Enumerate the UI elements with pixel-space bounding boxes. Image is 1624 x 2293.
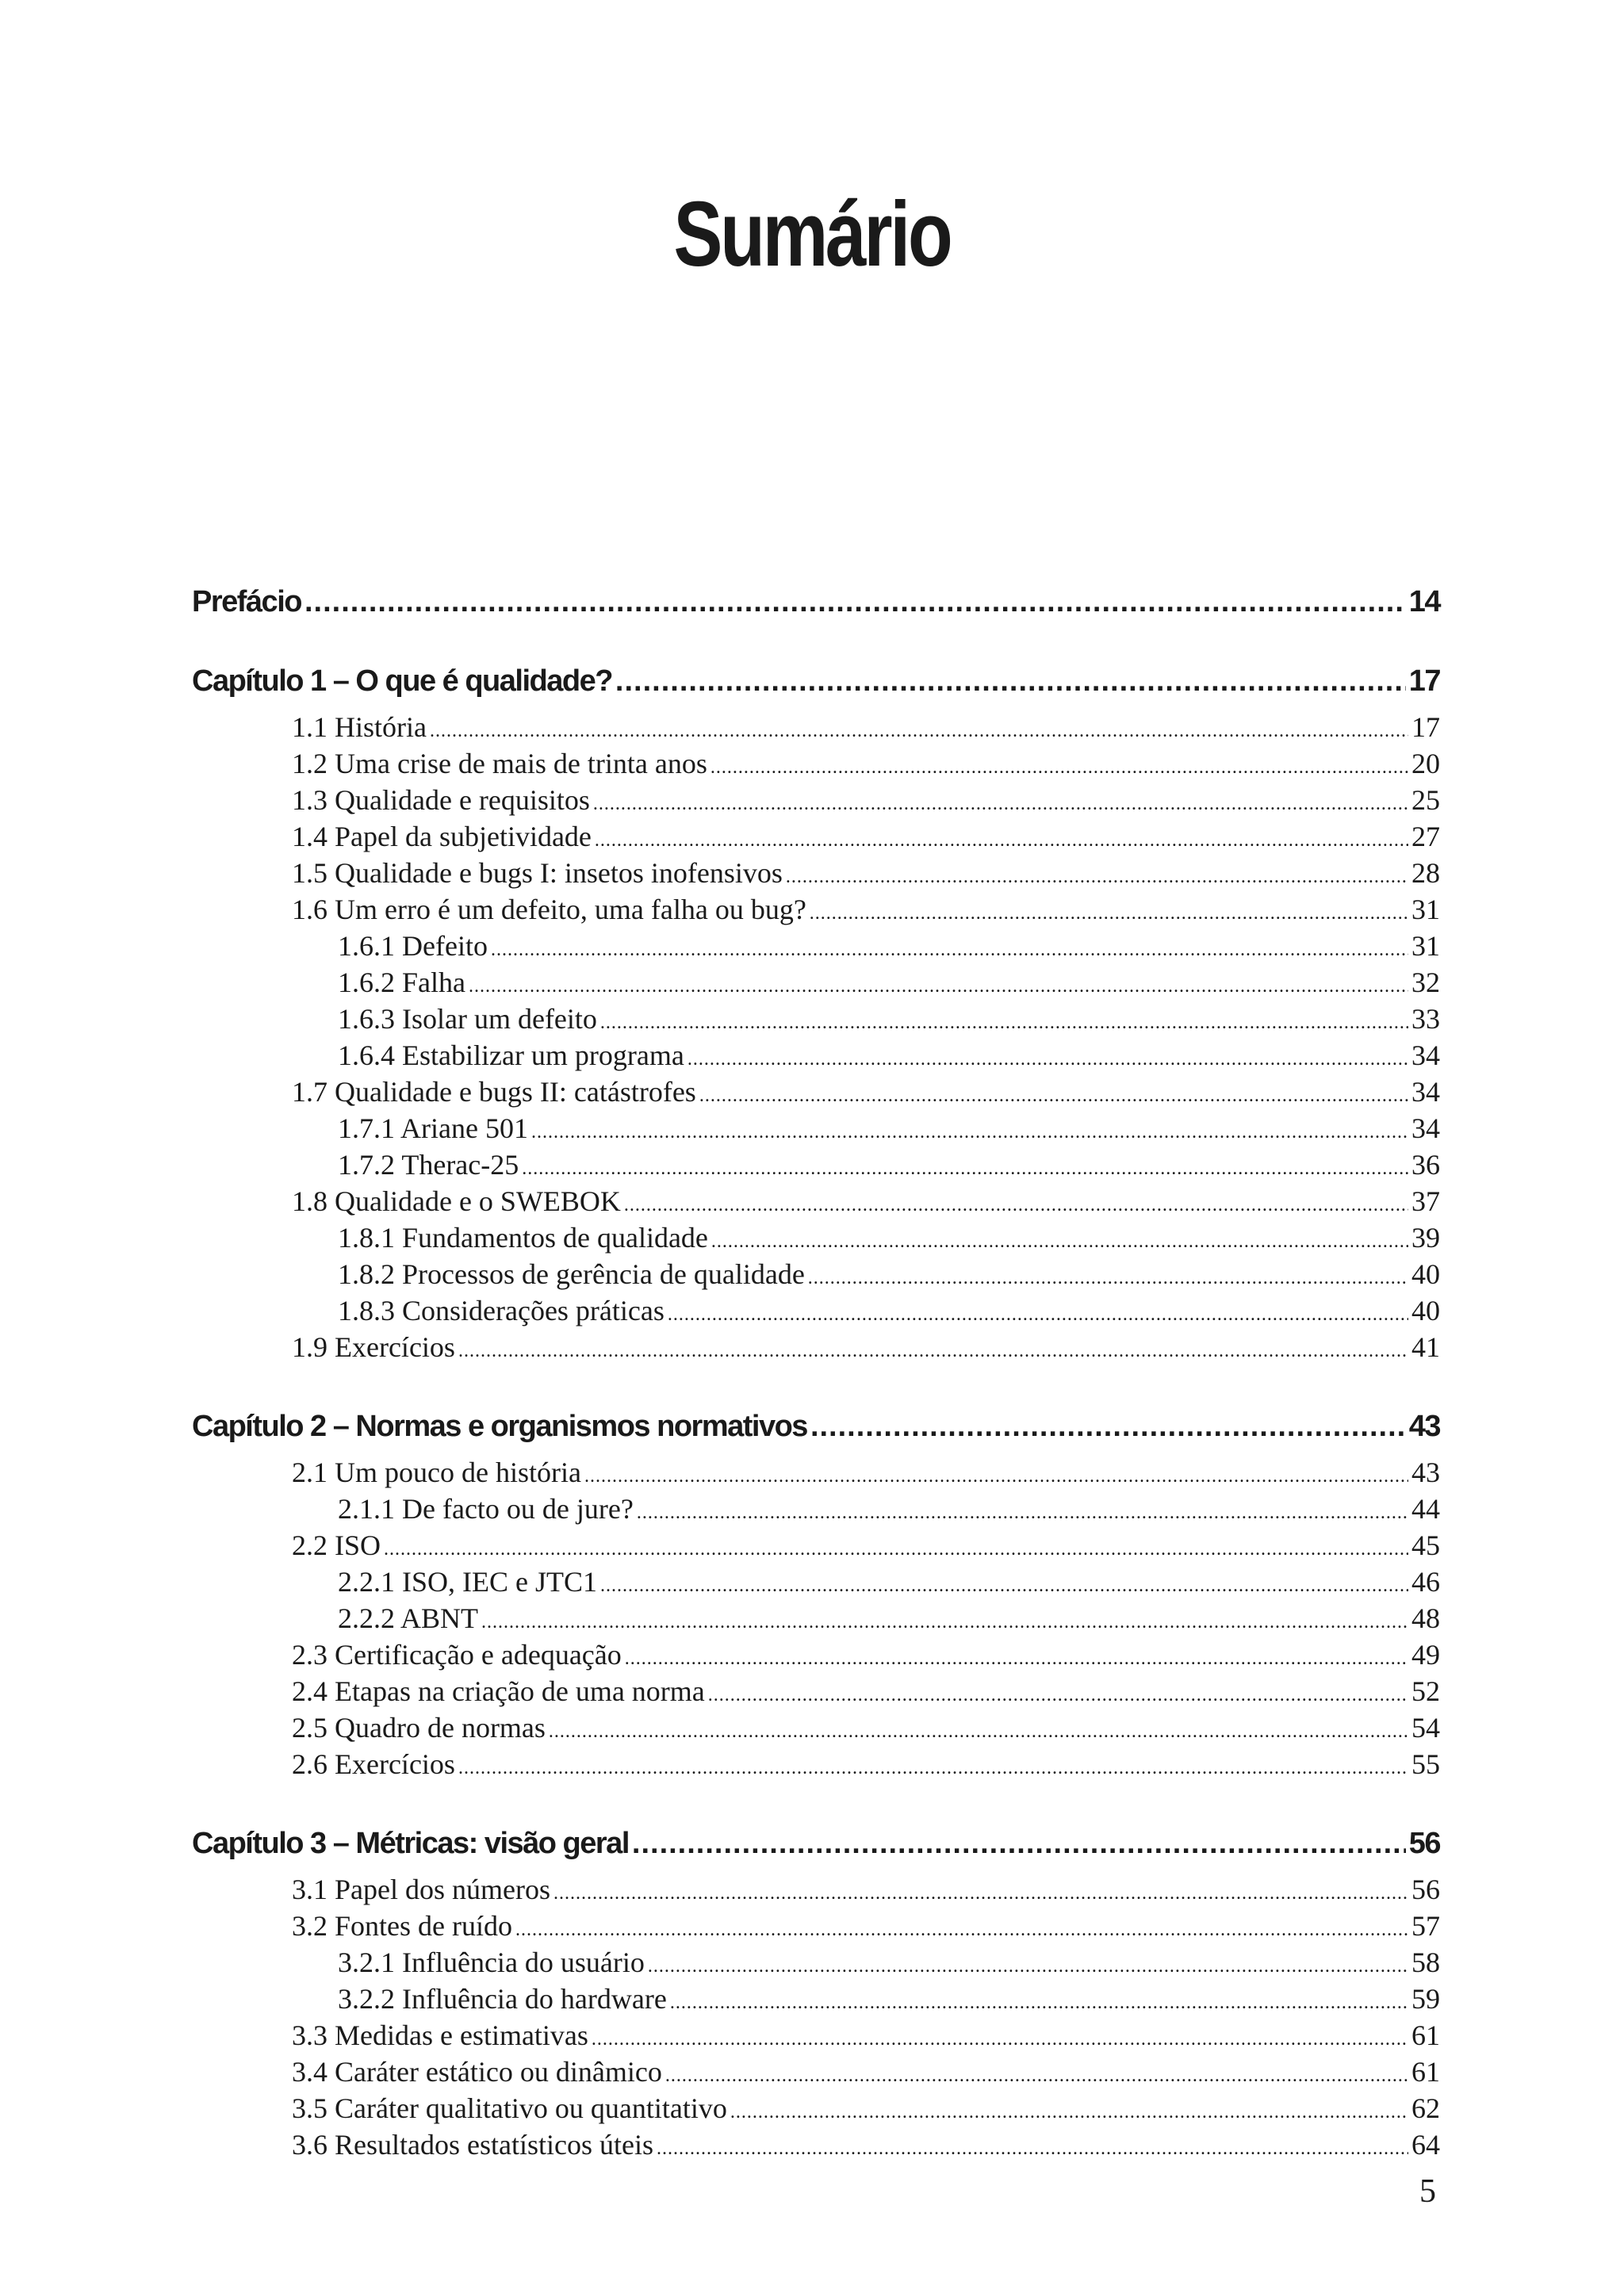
toc-section-entry [292,747,1440,780]
toc-dot-leader [808,1268,1408,1289]
toc-section-entry [292,2019,1440,2052]
toc-entry-page: 56 [1408,1827,1440,1860]
toc-entry-page: 61 [1411,2019,1440,2051]
toc-dot-leader [668,1304,1408,1326]
toc-entry-page: 57 [1411,1910,1440,1942]
toc-dot-leader [531,1122,1408,1143]
toc-dot-leader [592,2029,1408,2050]
toc-entry-title: 2.1.1 De facto ou de jure? [338,1493,634,1525]
toc-entry-title: 3.6 Resultados estatísticos úteis [292,2129,653,2161]
toc-entry-page: 20 [1411,748,1440,779]
toc-entry-page: 27 [1411,821,1440,852]
toc-entry-page: 62 [1411,2092,1440,2124]
toc-section-entry [338,1982,1440,2015]
toc-dot-leader [810,1410,1406,1444]
toc-entry-page: 41 [1411,1331,1440,1363]
toc-dot-leader [430,721,1408,742]
toc-entry-title: Prefácio [192,585,301,618]
toc-entry-title: 1.9 Exercícios [292,1331,455,1363]
toc-dot-leader [615,664,1406,699]
toc-entry-page: 64 [1411,2129,1440,2161]
toc-entry-title: 1.6.2 Falha [338,967,465,998]
toc-section-entry [292,710,1440,744]
toc-dot-leader [384,1539,1408,1560]
toc-dot-leader [584,1466,1408,1487]
toc-dot-leader [458,1758,1408,1779]
toc-section-entry [338,1221,1440,1254]
toc-entry-page: 54 [1411,1712,1440,1744]
toc-entry-page: 48 [1411,1602,1440,1634]
toc-entry-page: 37 [1411,1185,1440,1217]
toc-section-entry [292,1909,1440,1943]
toc-entry-title: 1.8.3 Considerações práticas [338,1295,665,1326]
toc-dot-leader [515,1920,1408,1941]
toc-entry-page: 40 [1411,1258,1440,1290]
toc-entry-title: 1.7 Qualidade e bugs II: catástrofes [292,1076,696,1108]
toc-section-entry [292,2092,1440,2125]
toc-section-entry [338,1565,1440,1598]
toc-section-entry [292,1675,1440,1708]
toc-entry-title: 3.4 Caráter estático ou dinâmico [292,2056,662,2088]
toc-entry-page: 40 [1411,1295,1440,1326]
toc-entry-page: 17 [1408,664,1440,698]
toc-entry-page: 58 [1411,1947,1440,1978]
toc-section-entry [292,1873,1440,1906]
toc-entry-title: 2.2.1 ISO, IEC e JTC1 [338,1566,597,1598]
toc-dot-leader [699,1085,1408,1107]
toc-entry-page: 31 [1411,930,1440,962]
toc-entry-title: 2.4 Etapas na criação de uma norma [292,1675,705,1707]
toc-section-entry [338,1294,1440,1327]
toc-section-entry [338,1002,1440,1035]
toc-chapter-entry [192,1410,1440,1444]
toc-entry-title: 3.5 Caráter qualitativo ou quantitativo [292,2092,727,2124]
toc-dot-leader [810,903,1408,924]
toc-entry-title: 1.7.1 Ariane 501 [338,1112,528,1144]
toc-section-entry [292,1529,1440,1562]
toc-entry-title: 2.6 Exercícios [292,1748,455,1780]
toc-entry-page: 43 [1408,1410,1440,1443]
toc-dot-leader [549,1721,1408,1743]
toc-section-entry [292,1748,1440,1781]
toc-dot-leader [670,1992,1408,2014]
toc-section-entry [292,2128,1440,2161]
toc-section-entry [292,1330,1440,1364]
toc-section-entry [292,820,1440,853]
toc-dot-leader [600,1013,1408,1034]
toc-section-entry [338,1148,1440,1181]
toc-entry-page: 61 [1411,2056,1440,2088]
toc-dot-leader [469,976,1408,997]
toc-section-entry [292,783,1440,817]
toc-dot-leader [632,1827,1406,1861]
toc-entry-page: 56 [1411,1874,1440,1905]
toc-section-entry [292,1456,1440,1489]
toc-dot-leader [304,585,1406,619]
toc-entry-title: 1.7.2 Therac-25 [338,1149,519,1181]
toc-section-entry [338,1112,1440,1145]
toc-dot-leader [522,1158,1408,1180]
toc-entry-title: 1.2 Uma crise de mais de trinta anos [292,748,707,779]
toc-section-entry [338,1492,1440,1525]
toc-dot-leader [593,794,1408,815]
toc-entry-page: 55 [1411,1748,1440,1780]
toc-entry-title: 2.2 ISO [292,1529,381,1561]
toc-section-entry [292,1185,1440,1218]
toc-entry-page: 28 [1411,857,1440,889]
toc-entry-page: 34 [1411,1076,1440,1108]
toc-dot-leader [625,1648,1408,1670]
toc-entry-title: 1.5 Qualidade e bugs I: insetos inofensivos [292,857,783,889]
toc-dot-leader [458,1341,1408,1362]
toc-entry-page: 49 [1411,1639,1440,1671]
toc-entry-page: 52 [1411,1675,1440,1707]
toc-section-entry [292,1075,1440,1108]
toc-entry-page: 33 [1411,1003,1440,1035]
toc-entry-page: 39 [1411,1222,1440,1254]
toc-section-entry [292,1711,1440,1744]
toc-entry-title: 1.6.1 Defeito [338,930,488,962]
toc-dot-leader [711,1231,1408,1253]
toc-entry-title: Capítulo 1 – O que é qualidade? [192,664,612,698]
toc-entry-page: 14 [1408,585,1440,618]
toc-dot-leader [657,2138,1408,2160]
toc-entry-title: 3.2 Fontes de ruído [292,1910,512,1942]
toc-entry-page: 45 [1411,1529,1440,1561]
toc-entry-page: 36 [1411,1149,1440,1181]
toc-section-entry [338,1946,1440,1979]
toc-entry-page: 46 [1411,1566,1440,1598]
toc-dot-leader [730,2102,1408,2123]
toc-entry-title: 2.3 Certificação e adequação [292,1639,622,1671]
toc-entry-page: 25 [1411,784,1440,816]
toc-chapter-entry [192,1827,1440,1861]
page-number: 5 [1419,2173,1436,2210]
toc-entry-title: 1.8 Qualidade e o SWEBOK [292,1185,621,1217]
toc-entry-title: 2.1 Um pouco de história [292,1457,581,1488]
toc-entry-title: 3.2.1 Influência do usuário [338,1947,645,1978]
toc-section-entry [338,1039,1440,1072]
toc-entry-page: 32 [1411,967,1440,998]
toc-section-entry [338,1602,1440,1635]
toc-entry-title: 3.1 Papel dos números [292,1874,550,1905]
toc-entry-title: 1.6.4 Estabilizar um programa [338,1039,684,1071]
toc-dot-leader [786,867,1408,888]
toc-dot-leader [637,1503,1408,1524]
toc-chapter-entry [192,664,1440,699]
toc-dot-leader [553,1883,1408,1904]
toc-dot-leader [708,1685,1408,1706]
toc-section-entry [292,2055,1440,2088]
toc-entry-page: 17 [1411,711,1440,743]
toc-section-entry [292,1638,1440,1671]
toc-entry-title: 1.3 Qualidade e requisitos [292,784,590,816]
toc-section-entry [292,893,1440,926]
toc-entry-title: Capítulo 3 – Métricas: visão geral [192,1827,629,1860]
toc-dot-leader [648,1956,1408,1977]
toc-entry-title: 1.8.1 Fundamentos de qualidade [338,1222,708,1254]
toc-entry-title: 1.1 História [292,711,427,743]
toc-section-entry [292,856,1440,890]
toc-entry-title: 2.2.2 ABNT [338,1602,479,1634]
toc-entry-title: 1.4 Papel da subjetividade [292,821,592,852]
toc-entry-page: 34 [1411,1039,1440,1071]
toc-section-entry [338,966,1440,999]
toc-entry-title: 1.6.3 Isolar um defeito [338,1003,597,1035]
toc-dot-leader [710,757,1408,779]
toc-dot-leader [481,1612,1408,1633]
toc-dot-leader [688,1049,1408,1070]
toc-entry-title: Capítulo 2 – Normas e organismos normativos [192,1410,807,1443]
toc-dot-leader [600,1575,1408,1597]
toc-entry-page: 59 [1411,1983,1440,2015]
page-title: Sumário [673,182,951,285]
toc-entry-title: 2.5 Quadro de normas [292,1712,546,1744]
toc-dot-leader [624,1195,1408,1216]
toc-entry-title: 3.2.2 Influência do hardware [338,1983,667,2015]
toc-dot-leader [595,830,1408,852]
toc-dot-leader [491,940,1408,961]
toc-dot-leader [665,2065,1408,2087]
toc-section-entry [338,1258,1440,1291]
toc-entry-title: 1.6 Um erro é um defeito, uma falha ou bug? [292,894,806,925]
toc-chapter-entry [192,585,1440,619]
toc-entry-page: 44 [1411,1493,1440,1525]
toc-entry-title: 3.3 Medidas e estimativas [292,2019,588,2051]
toc-section-entry [338,929,1440,963]
toc-entry-page: 31 [1411,894,1440,925]
toc-entry-title: 1.8.2 Processos de gerência de qualidade [338,1258,805,1290]
toc-entry-page: 43 [1411,1457,1440,1488]
toc-entry-page: 34 [1411,1112,1440,1144]
